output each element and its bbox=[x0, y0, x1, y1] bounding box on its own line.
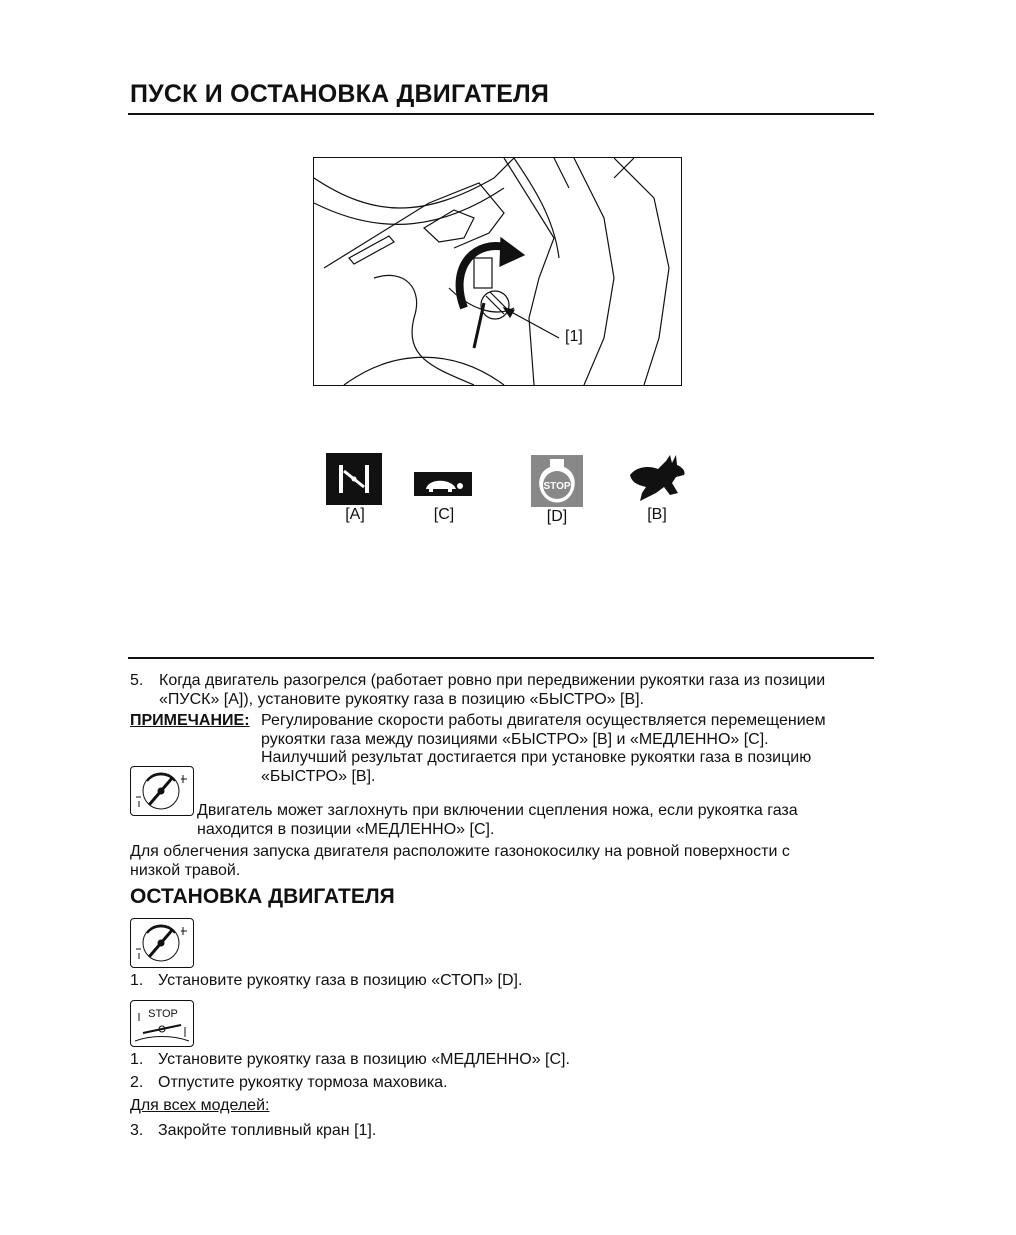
all-models-heading: Для всех моделей: bbox=[130, 1097, 270, 1114]
stop-step-b2 bbox=[130, 1074, 448, 1093]
step-text: Закройте топливный кран [1]. bbox=[158, 1122, 377, 1139]
stop-step-b1 bbox=[130, 1051, 570, 1070]
step-text: Отпустите рукоятку тормоза маховика. bbox=[158, 1074, 448, 1091]
note-line: рукоятки газа между позициями «БЫСТРО» [B] и «МЕДЛЕННО» [C]. bbox=[261, 730, 769, 748]
stop-icon-text: STOP bbox=[543, 481, 571, 492]
level-surface-paragraph bbox=[130, 843, 880, 880]
section-divider bbox=[128, 657, 874, 659]
step-text: Установите рукоятку газа в позицию «МЕДЛЕННО» [C]. bbox=[158, 1051, 570, 1068]
stop-lever-icon bbox=[130, 1000, 194, 1047]
symbol-label-d: [D] bbox=[546, 508, 568, 525]
page-title: ПУСК И ОСТАНОВКА ДВИГАТЕЛЯ bbox=[130, 80, 550, 108]
step-number: 1. bbox=[130, 972, 144, 989]
throttle-lever-icon bbox=[130, 918, 194, 968]
symbol-label-b: [B] bbox=[647, 506, 667, 523]
stop-step-1 bbox=[130, 972, 522, 991]
symbol-label-a: [A] bbox=[345, 506, 365, 523]
note-line: «БЫСТРО» [B]. bbox=[261, 767, 376, 785]
fuel-valve-illustration bbox=[313, 157, 682, 386]
choke-icon bbox=[326, 453, 386, 505]
step-5-text: Когда двигатель разогрелся (работает ровно при передвижении рукоятки газа из позиции «ПУСК» [A]), установите рукоятку газа в позицию «БЫСТРО» [B]. bbox=[159, 672, 826, 708]
step-5-number: 5. bbox=[130, 672, 144, 689]
warning-text bbox=[197, 802, 887, 839]
note-label: ПРИМЕЧАНИЕ: bbox=[130, 712, 250, 729]
warning-line: Двигатель может заглохнуть при включении сцепления ножа, если рукоятка газа bbox=[197, 802, 798, 819]
step-number: 3. bbox=[130, 1122, 144, 1139]
step-number: 2. bbox=[130, 1074, 144, 1091]
step-number: 1. bbox=[130, 1051, 144, 1068]
note-line: Наилучший результат достигается при установке рукоятки газа в позицию bbox=[261, 749, 812, 766]
step-text: Установите рукоятку газа в позицию «СТОП» [D]. bbox=[158, 972, 523, 989]
symbol-label-c: [C] bbox=[433, 506, 455, 523]
step-5 bbox=[130, 672, 870, 709]
note-line: Регулирование скорости работы двигателя осуществляется перемещением bbox=[261, 712, 826, 729]
turtle-icon bbox=[414, 472, 474, 496]
stop-step-c bbox=[130, 1122, 376, 1141]
paragraph-line: низкой травой. bbox=[130, 861, 241, 879]
callout-label: [1] bbox=[565, 328, 583, 345]
note-text bbox=[261, 712, 881, 786]
rabbit-icon bbox=[626, 453, 688, 505]
title-divider bbox=[128, 113, 874, 115]
warning-line: находится в позиции «МЕДЛЕННО» [C]. bbox=[197, 820, 495, 838]
paragraph-line: Для облегчения запуска двигателя расположите газонокосилку на ровной поверхности с bbox=[130, 843, 790, 860]
throttle-lever-icon bbox=[130, 766, 194, 816]
stop-lever-icon-text: STOP bbox=[148, 1008, 178, 1020]
stop-section-title: ОСТАНОВКА ДВИГАТЕЛЯ bbox=[130, 885, 395, 908]
stop-icon bbox=[531, 455, 583, 507]
